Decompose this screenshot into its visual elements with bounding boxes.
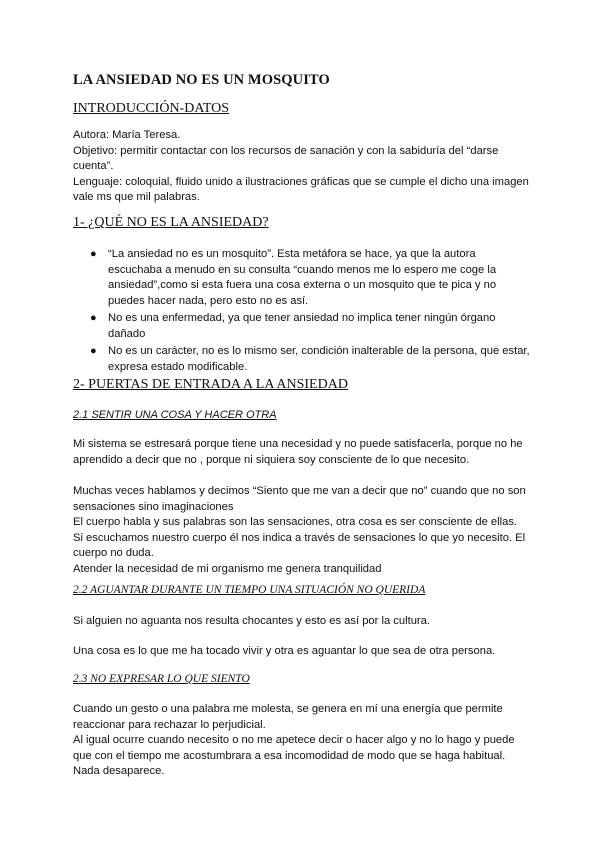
- list-item: ● “La ansiedad no es un mosquito”. Esta metáfora se hace, ya que la autora escuchaba a menudo en su consulta “cuando menos me lo espero me coge la ansiedad”,como si esta fuera una cosa externa o un mosquito que te pica y no puedes hacer nada, pero esto no es así.: [90, 248, 497, 307]
- intro-heading: INTRODUCCIÓN-DATOS: [73, 101, 230, 116]
- document-title: LA ANSIEDAD NO ES UN MOSQUITO: [73, 72, 330, 88]
- list-item: ● No es una enfermedad, ya que tener ansiedad no implica tener ningún órgano dañado: [90, 312, 496, 340]
- section2-heading: 2- PUERTAS DE ENTRADA A LA ANSIEDAD: [73, 377, 348, 392]
- intro-line: Lenguaje: coloquial, fluido unido a ilustraciones gráficas que se cumple el dicho una imagen: [73, 175, 529, 188]
- subsection-2-2-heading: 2.2 AGUANTAR DURANTE UN TIEMPO UNA SITUACIÓN NO QUERIDA: [73, 584, 426, 596]
- subsection-2-2-paragraph: Si alguien no aguanta nos resulta chocantes y esto es así por la cultura.: [73, 615, 430, 627]
- intro-line: Autora: María Teresa.: [73, 129, 181, 141]
- bullet-icon: ●: [90, 345, 97, 357]
- intro-line: cuenta”.: [73, 160, 114, 172]
- subsection-2-2-paragraph: Una cosa es lo que me ha tocado vivir y otra es aguantar lo que sea de otra persona.: [73, 645, 496, 657]
- section1-bullet-list: [73, 247, 533, 377]
- subsection-2-1-heading: 2.1 SENTIR UNA COSA Y HACER OTRA: [73, 409, 277, 421]
- subsection-2-3-paragraph: Cuando un gesto o una palabra me molesta, se genera en mí una energía que permite reaccionar para rechazar lo perjudicial. Al igual ocurre cuando necesito o no me apetece decir o hacer algo y no lo hago y puede que con el tiempo me acostumbrara a esa incomodidad de modo que se haga habitual. Nada desaparece.: [73, 703, 515, 777]
- subsection-2-3-heading: 2.3 NO EXPRESAR LO QUE SIENTO: [73, 673, 250, 685]
- section1-heading: 1- ¿QUÉ NO ES LA ANSIEDAD?: [73, 215, 269, 230]
- intro-paragraph: [73, 128, 531, 206]
- subsection-2-1-paragraph: Muchas veces hablamos y decimos “Siento que me van a decir que no” cuando que no son sensaciones sino imaginaciones El cuerpo habla y sus palabras son las sensaciones, otra cosa es ser consciente de ellas. Si escuchamos nuestro cuerpo él nos indica a través de sensaciones lo que yo necesito. El cuerpo no duda. Atender la necesidad de mi organismo me genera tranquilidad: [73, 485, 526, 575]
- subsection-2-1-paragraph: Mi sistema se estresará porque tiene una necesidad y no puede satisfacerla, porque no he aprendido a decir que no , porque ni siquiera soy consciente de lo que necesito.: [73, 438, 523, 466]
- intro-line: Objetivo: permitir contactar con los recursos de sanación y con la sabiduría del “darse: [73, 144, 499, 157]
- bullet-icon: ●: [90, 312, 97, 324]
- list-item: ● No es un carácter, no es lo mismo ser, condición inalterable de la persona, que estar, expresa estado modificable.: [90, 345, 530, 373]
- intro-line: vale ms que mil palabras.: [73, 191, 200, 203]
- bullet-icon: ●: [90, 248, 97, 260]
